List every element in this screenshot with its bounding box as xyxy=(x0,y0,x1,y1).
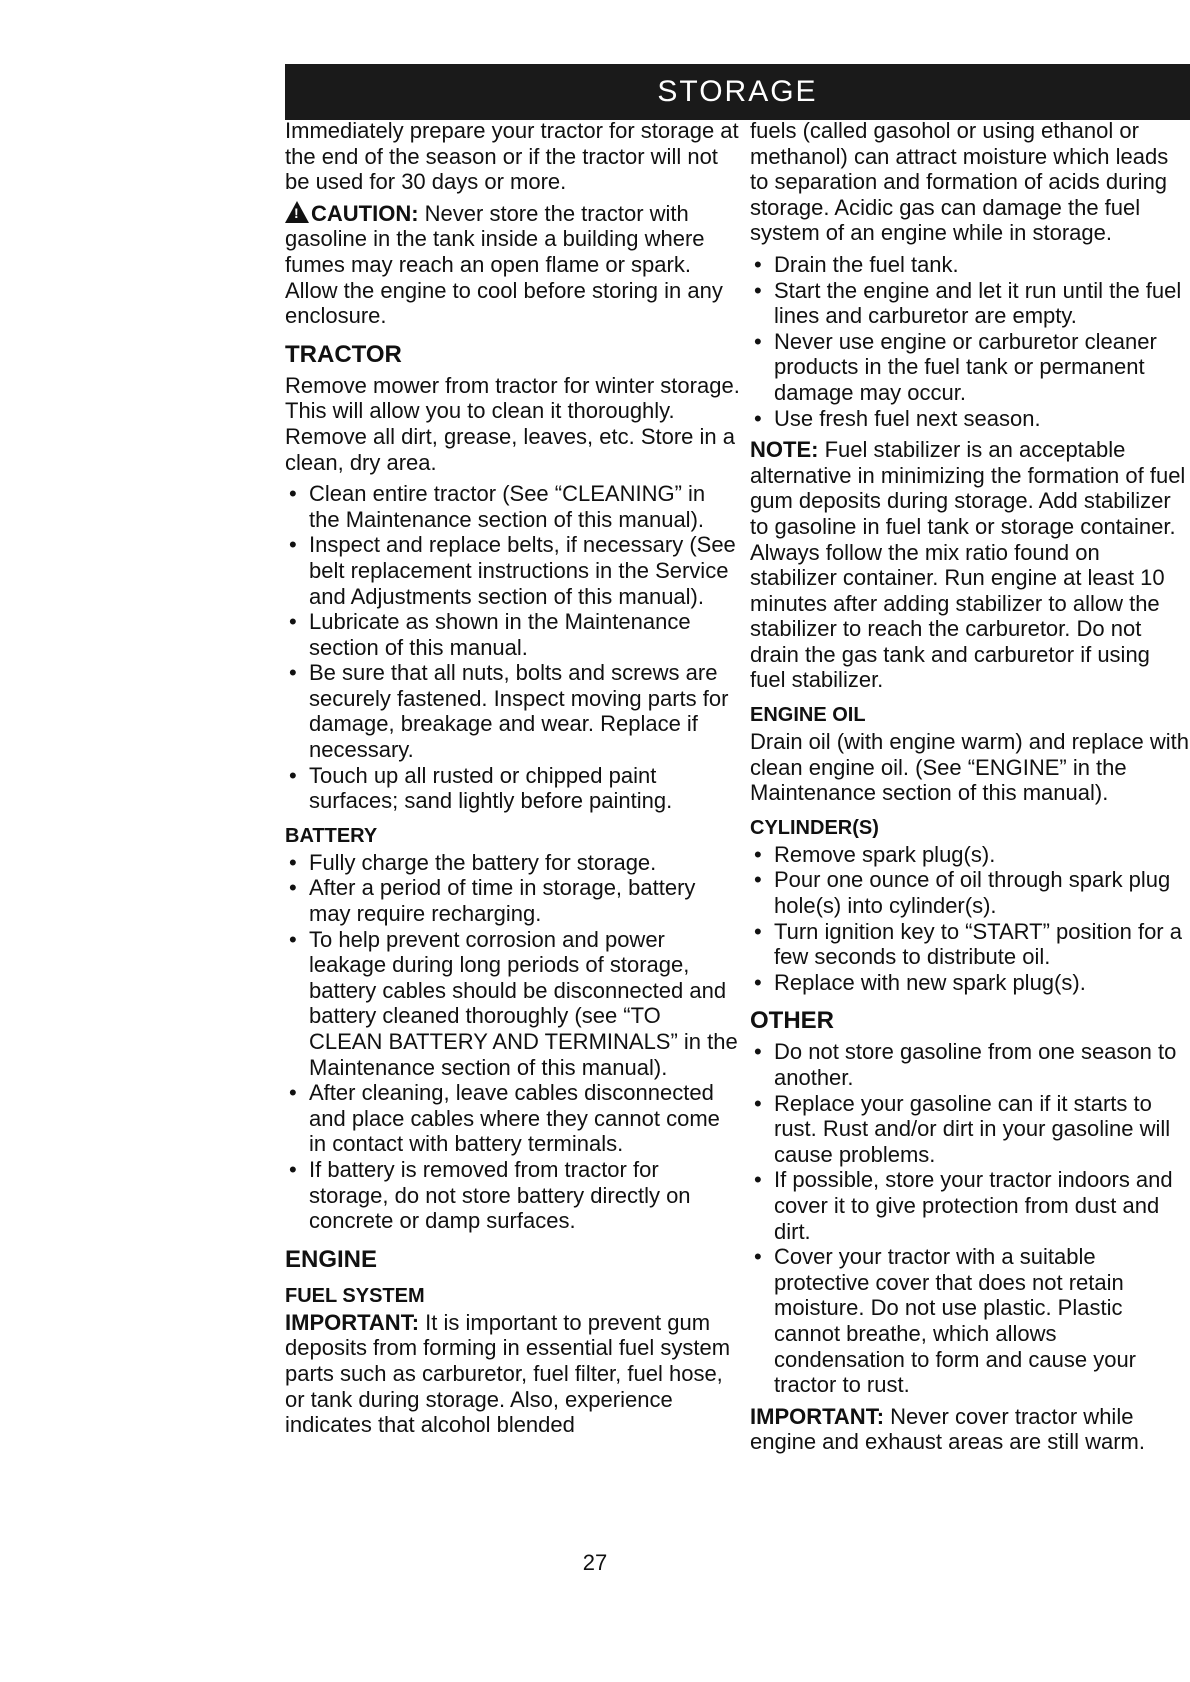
list-item: • Fully charge the battery for storage. xyxy=(285,850,740,876)
important-warm-paragraph xyxy=(750,1404,1190,1455)
list-item: • Drain the fuel tank. xyxy=(750,252,1190,278)
note-paragraph xyxy=(750,437,1190,693)
list-item: • If battery is removed from tractor for storage, do not store battery directly on concrete or damp surfaces. xyxy=(285,1157,740,1234)
fuel-list xyxy=(750,252,1190,431)
tractor-heading: TRACTOR xyxy=(285,340,402,368)
other-heading: OTHER xyxy=(750,1007,834,1035)
caution-text: Never store the tractor with gasoline in the tank inside a building where fumes may reach an open flame or spark. Allow the engine to cool before storing in any enclosure. xyxy=(285,200,723,329)
list-item: • Pour one ounce of oil through spark plug hole(s) into cylinder(s). xyxy=(750,867,1190,918)
list-item: • Be sure that all nuts, bolts and screws are securely fastened. Inspect moving parts for damage, breakage and wear. Replace if necessary. xyxy=(285,660,740,762)
tractor-list xyxy=(285,481,740,814)
tractor-paragraph: Remove mower from tractor for winter storage. This will allow you to clean it thoroughly. Remove all dirt, grease, leaves, etc. Store in a clean, dry area. xyxy=(285,372,740,475)
list-item: • Replace with new spark plug(s). xyxy=(750,970,1190,996)
engine-heading: ENGINE xyxy=(285,1245,378,1273)
list-item: • After cleaning, leave cables disconnected and place cables where they cannot come in contact with battery terminals. xyxy=(285,1080,740,1157)
warning-triangle-icon xyxy=(285,201,309,223)
fuel-continued-paragraph: fuels (called gasohol or using ethanol or methanol) can attract moisture which leads to separation and formation of acids during storage. Acidic gas can damage the fuel system of an engine while in storage. xyxy=(750,118,1169,246)
caution-paragraph xyxy=(285,201,740,329)
list-item: • Turn ignition key to “START” position for a few seconds to distribute oil. xyxy=(750,919,1190,970)
list-item: • Inspect and replace belts, if necessary (See belt replacement instructions in the Service and Adjustments section of this manual). xyxy=(285,532,740,609)
note-label: NOTE: xyxy=(750,437,819,463)
important-text: Never cover tractor while engine and exhaust areas are still warm. xyxy=(750,1403,1145,1455)
left-column xyxy=(285,118,740,1444)
list-item: • To help prevent corrosion and power leakage during long periods of storage, battery cables should be disconnected and battery cleaned thoroughly (see “TO CLEAN BATTERY AND TERMINALS” in the Maintenance section of this manual). xyxy=(285,927,740,1081)
important-label: IMPORTANT: xyxy=(285,1309,420,1335)
right-column xyxy=(750,118,1190,1461)
cylinders-list xyxy=(750,842,1190,996)
important-label: IMPORTANT: xyxy=(750,1403,885,1429)
list-item: • Cover your tractor with a suitable protective cover that does not retain moisture. Do not use plastic. Plastic cannot breathe, which allows condensation to form and cause your tractor to rust. xyxy=(750,1244,1190,1398)
page-title: STORAGE xyxy=(285,64,1190,120)
page-number: 27 xyxy=(582,1550,608,1575)
list-item: • Clean entire tractor (See “CLEANING” in the Maintenance section of this manual). xyxy=(285,481,740,532)
cylinders-heading: CYLINDER(S) xyxy=(750,816,879,839)
fuel-system-heading: FUEL SYSTEM xyxy=(285,1284,425,1307)
important-text: It is important to prevent gum deposits from forming in essential fuel system parts such as carburetor, fuel filter, fuel hose, or tank during storage. Also, experience indicates that alcohol blended xyxy=(285,1309,731,1438)
important-paragraph xyxy=(285,1310,740,1438)
list-item: • Start the engine and let it run until the fuel lines and carburetor are empty. xyxy=(750,278,1190,329)
battery-list xyxy=(285,850,740,1234)
battery-heading: BATTERY xyxy=(285,824,378,847)
note-text: Fuel stabilizer is an acceptable alternative in minimizing the formation of fuel gum deposits during storage. Add stabilizer to gasoline in fuel tank or storage container. Always follow the mix ratio found on stabilizer container. Run engine at least 10 minutes after adding stabilizer to allow the stabilizer to reach the carburetor. Do not drain the gas tank and carburetor if using fuel stabilizer. xyxy=(750,437,1186,693)
list-item: • Use fresh fuel next season. xyxy=(750,406,1190,432)
list-item: • If possible, store your tractor indoors and cover it to give protection from dust and dirt. xyxy=(750,1167,1190,1244)
caution-label: CAUTION: xyxy=(311,200,419,226)
list-item: • Never use engine or carburetor cleaner products in the fuel tank or permanent damage may occur. xyxy=(750,329,1190,406)
engine-oil-paragraph: Drain oil (with engine warm) and replace with clean engine oil. (See “ENGINE” in the Maintenance section of this manual). xyxy=(750,729,1189,806)
engine-oil-heading: ENGINE OIL xyxy=(750,704,866,727)
list-item: • Lubricate as shown in the Maintenance section of this manual. xyxy=(285,609,740,660)
list-item: • Replace your gasoline can if it starts to rust. Rust and/or dirt in your gasoline will cause problems. xyxy=(750,1091,1190,1168)
list-item: • Remove spark plug(s). xyxy=(750,842,1190,868)
other-list xyxy=(750,1039,1190,1397)
list-item: • Touch up all rusted or chipped paint surfaces; sand lightly before painting. xyxy=(285,763,740,814)
intro-paragraph: Immediately prepare your tractor for storage at the end of the season or if the tractor will not be used for 30 days or more. xyxy=(285,118,739,195)
list-item: • Do not store gasoline from one season to another. xyxy=(750,1039,1190,1090)
list-item: • After a period of time in storage, battery may require recharging. xyxy=(285,875,740,926)
